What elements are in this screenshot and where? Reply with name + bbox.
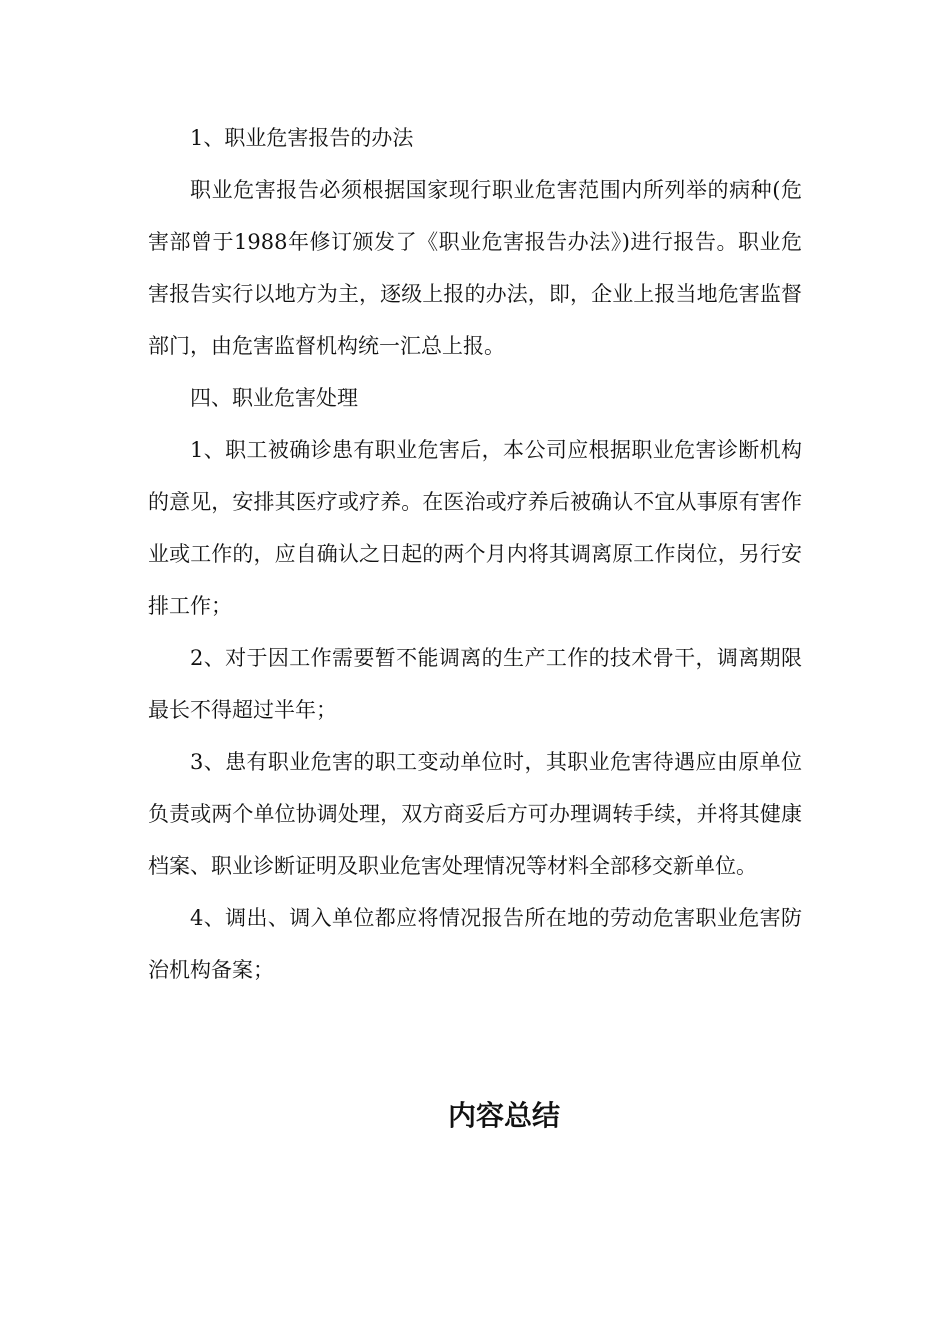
summary-title: 内容总结 xyxy=(447,1099,560,1132)
document-body xyxy=(148,112,802,996)
paragraph-report-method-heading: 1、职业危害报告的办法 xyxy=(190,126,414,150)
paragraph-item-1: 1、职工被确诊患有职业危害后，本公司应根据职业危害诊断机构的意见，安排其医疗或疗养。在医治或疗养后被确认不宜从事原有害作业或工作的，应自确认之日起的两个月内将其调离原工作岗位，另行安排工作； xyxy=(148,438,802,618)
paragraph-item-2: 2、对于因工作需要暂不能调离的生产工作的技术骨干，调离期限最长不得超过半年； xyxy=(148,646,802,722)
paragraph-item-3: 3、患有职业危害的职工变动单位时，其职业危害待遇应由原单位负责或两个单位协调处理，双方商妥后方可办理调转手续，并将其健康档案、职业诊断证明及职业危害处理情况等材料全部移交新单位。 xyxy=(148,750,802,878)
paragraph-report-method-body: 职业危害报告必须根据国家现行职业危害范围内所列举的病种(危害部曾于1988年修订颁发了《职业危害报告办法》)进行报告。职业危害报告实行以地方为主，逐级上报的办法，即，企业上报当地危害监督部门，由危害监督机构统一汇总上报。 xyxy=(148,178,802,358)
paragraph-section-four-heading: 四、职业危害处理 xyxy=(190,386,358,410)
paragraph-item-4: 4、调出、调入单位都应将情况报告所在地的劳动危害职业危害防治机构备案； xyxy=(148,906,802,982)
